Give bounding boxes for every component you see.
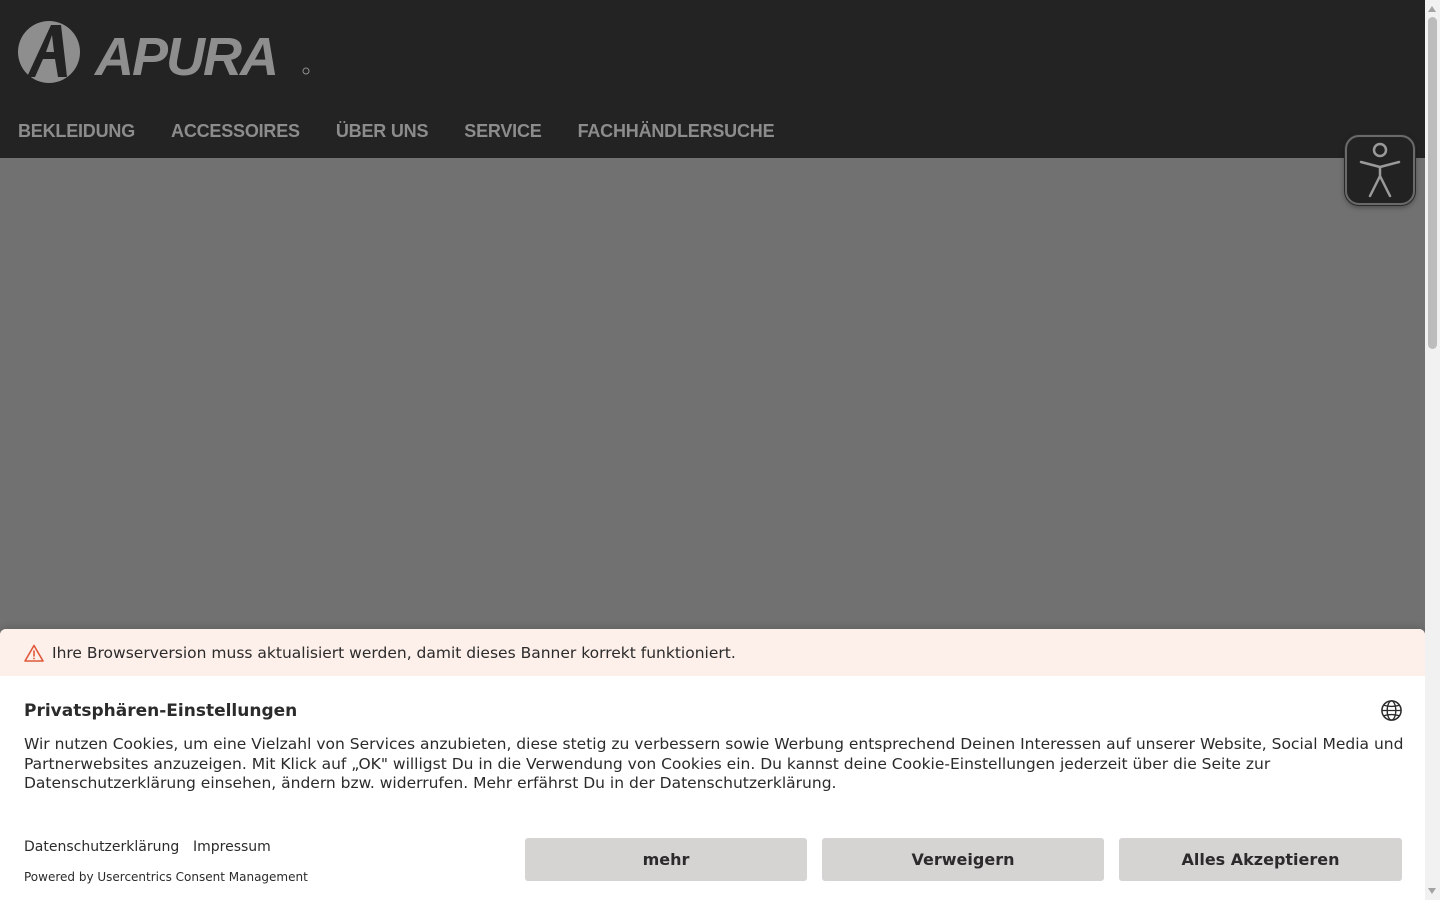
warning-text: Ihre Browserversion muss aktualisiert werden, damit dieses Banner korrekt funktioniert.: [52, 643, 736, 662]
svg-text:APURA: APURA: [95, 27, 278, 85]
browser-warning: [0, 629, 1425, 676]
powered-by-text: Powered by Usercentrics Consent Management: [24, 870, 308, 884]
nav-item-ueber-uns[interactable]: ÜBER UNS: [335, 120, 429, 141]
warning-icon: [24, 644, 44, 662]
nav-item-fachhaendlersuche[interactable]: FACHHÄNDLERSUCHE: [577, 120, 775, 141]
consent-title: Privatsphären-Einstellungen: [24, 701, 298, 721]
accessibility-button[interactable]: [1345, 135, 1415, 205]
imprint-link[interactable]: Impressum: [193, 839, 271, 855]
scroll-down-arrow-icon[interactable]: [1428, 888, 1436, 894]
scroll-up-arrow-icon[interactable]: [1428, 6, 1436, 12]
site-header: [0, 0, 1425, 158]
scroll-thumb[interactable]: [1428, 17, 1437, 349]
more-button[interactable]: mehr: [525, 838, 807, 881]
nav-item-accessoires[interactable]: ACCESSOIRES: [171, 120, 300, 141]
accessibility-person-icon: [1357, 142, 1403, 198]
nav-item-service[interactable]: SERVICE: [464, 120, 542, 141]
accept-all-button[interactable]: Alles Akzeptieren: [1119, 838, 1402, 881]
consent-banner: [0, 629, 1425, 900]
vertical-scrollbar[interactable]: [1425, 0, 1440, 900]
nav-item-bekleidung[interactable]: BEKLEIDUNG: [18, 120, 136, 141]
consent-body: Wir nutzen Cookies, um eine Vielzahl von Services anzubieten, diese stetig zu verbessern sowie Werbung entsprechend Deinen Interessen auf unserer Website, Social Media und Partnerwebsites anzuzeigen. Mit Klick auf „OK" willigst Du in die Verwendung von Cookies ein. Du kannst deine Cookie-Einstellungen jederzeit über die Seite zur Datenschutzerklärung einsehen, ändern bzw. widerrufen. Mehr erfährst Du in der Datenschutzerklärung.: [24, 735, 1404, 793]
main-nav: [18, 117, 774, 145]
deny-button[interactable]: Verweigern: [822, 838, 1104, 881]
globe-icon[interactable]: [1380, 699, 1403, 722]
apura-logo[interactable]: [17, 19, 317, 85]
privacy-policy-link[interactable]: Datenschutzerklärung: [24, 839, 180, 855]
